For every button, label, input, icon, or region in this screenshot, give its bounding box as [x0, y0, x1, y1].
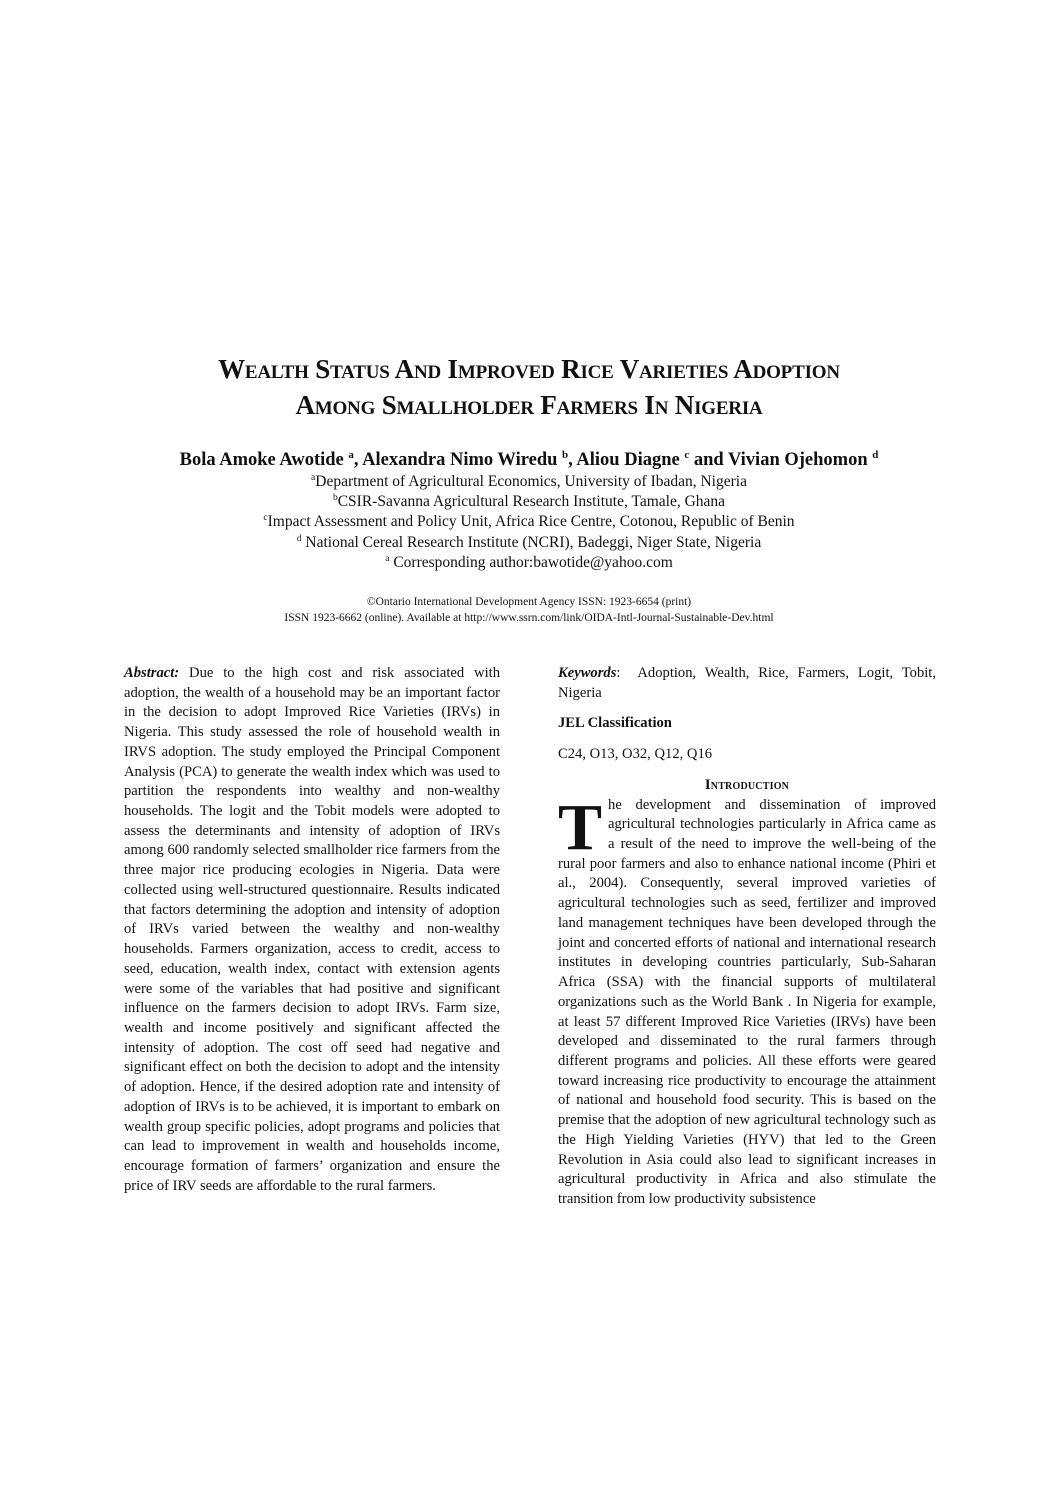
- affiliation-list: [60, 472, 998, 573]
- publication-info: [60, 594, 998, 626]
- affiliation: [60, 492, 998, 512]
- author-affil-mark: c: [684, 449, 690, 461]
- title-line-2: Among Smallholder Farmers In Nigeria: [295, 390, 763, 420]
- jel-codes: C24, O13, O32, Q12, Q16: [558, 746, 713, 763]
- author-separator: ,: [353, 450, 363, 470]
- affiliation: [60, 533, 998, 553]
- author-affil-mark: b: [562, 449, 569, 461]
- pub-info-line: ©Ontario International Development Agency ISSN: 1923-6654 (print): [366, 596, 692, 608]
- jel-heading: JEL Classification: [558, 715, 672, 732]
- affil-text: National Cereal Research Institute (NCRI), Badeggi, Niger State, Nigeria: [305, 533, 762, 551]
- keywords-text: Adoption, Wealth, Rice, Farmers, Logit, Tobit, Nigeria: [558, 665, 937, 701]
- abstract: [124, 664, 500, 1196]
- title-line-1: Wealth Status And Improved Rice Varieties Adoption: [218, 354, 840, 384]
- author-name: Aliou Diagne: [576, 450, 680, 470]
- affil-mark: c: [263, 513, 268, 524]
- right-column: [558, 664, 936, 1210]
- corresponding-author: [60, 553, 998, 573]
- keywords: [558, 664, 936, 703]
- affil-text: Impact Assessment and Policy Unit, Africa Rice Centre, Cotonou, Republic of Benin: [267, 513, 795, 531]
- author-affil-mark: d: [872, 449, 879, 461]
- paper-title: [60, 351, 998, 423]
- abstract-text: Due to the high cost and risk associated with adoption, the wealth of a household may be an important factor in the decision to adopt Improved Rice Varieties (IRVs) in Nigeria. This study assessed the role of household wealth in IRVS adoption. The study employed the Principal Component Analysis (PCA) to generate the wealth index which was used to partition the respondents into wealthy and non-wealthy households. The logit and the Tobit models were adopted to assess the determinants and intensity of adoption of IRVs among 600 randomly selected smallholder rice farmers from the three major rice producing ecologies in Nigeria. Data were collected using well-structured questionnaire. Results indicated that factors determining the adoption and intensity of adoption of IRVs varied between the wealthy and non-wealthy households. Farmers organization, access to credit, access to seed, education, wealth index, contact with extension agents were some of the variables that had positive and significant influence on the farmers decision to adopt IRVs. Farm size, wealth and income positively and significant affected the intensity of adoption. The cost off seed had negative and significant effect on both the decision to adopt and the intensity of adoption. Hence, if the desired adoption rate and intensity of adoption of IRVs is to be achieved, it is important to embark on wealth group specific policies, adopt programs and policies that can lead to improvement in wealth and households income, encourage formation of farmers’ organization and ensure the price of IRV seeds are affordable to the rural farmers.: [124, 665, 501, 1194]
- author-name: Bola Amoke Awotide: [179, 450, 344, 470]
- abstract-column: [124, 664, 500, 1196]
- author-name: Alexandra Nimo Wiredu: [362, 450, 558, 470]
- affil-text: Corresponding author:bawotide@yahoo.com: [393, 553, 673, 571]
- introduction-heading: Introduction: [704, 776, 790, 793]
- affiliation: [60, 472, 998, 492]
- pub-info-line: ISSN 1923-6662 (online). Available at http://www.ssrn.com/link/OIDA-Intl-Journal-Sustainable-Dev.html: [284, 612, 774, 624]
- keywords-colon: :: [616, 665, 621, 681]
- affiliation: [60, 512, 998, 532]
- abstract-label: Abstract:: [124, 665, 180, 681]
- affil-mark: a: [311, 473, 316, 483]
- introduction-text: [558, 790, 936, 1210]
- drop-cap: T: [558, 790, 603, 864]
- affil-mark: d: [296, 533, 302, 544]
- author-separator: and: [689, 450, 728, 470]
- introduction-body: he development and dissemination of improved agricultural technologies particularly in Africa came as a result of the need to improve the well-being of the rural poor farmers and also to enhance national income (Phiri et al., 2004). Consequently, several improved varieties of agricultural technologies such as seed, fertilizer and improved land management techniques have been developed through the joint and concerted efforts of national and international research institutes in developing countries particularly, Sub-Saharan Africa (SSA) with the financial supports of multilateral organizations such as the World Bank . In Nigeria for example, at least 57 different Improved Rice Varieties (IRVs) have been developed and disseminated to the rural farmers through different programs and policies. All these efforts were geared toward increasing rice productivity to encourage the attainment of national and household food security. This is based on the premise that the adoption of new agricultural technology such as the High Yielding Varieties (HYV) that led to the Green Revolution in Asia could also lead to significant increases in agricultural productivity in Africa and also stimulate the transition from low productivity subsistence: [558, 796, 936, 1207]
- affil-text: CSIR-Savanna Agricultural Research Institute, Tamale, Ghana: [337, 493, 726, 511]
- author-separator: ,: [568, 450, 577, 470]
- author-name: Vivian Ojehomon: [727, 450, 868, 470]
- author-list: [60, 448, 998, 472]
- author-affil-mark: a: [348, 449, 354, 461]
- keywords-label: Keywords: [558, 665, 617, 681]
- affil-mark: b: [332, 493, 338, 504]
- affil-mark: a: [385, 553, 390, 564]
- affil-text: Department of Agricultural Economics, University of Ibadan, Nigeria: [315, 473, 747, 490]
